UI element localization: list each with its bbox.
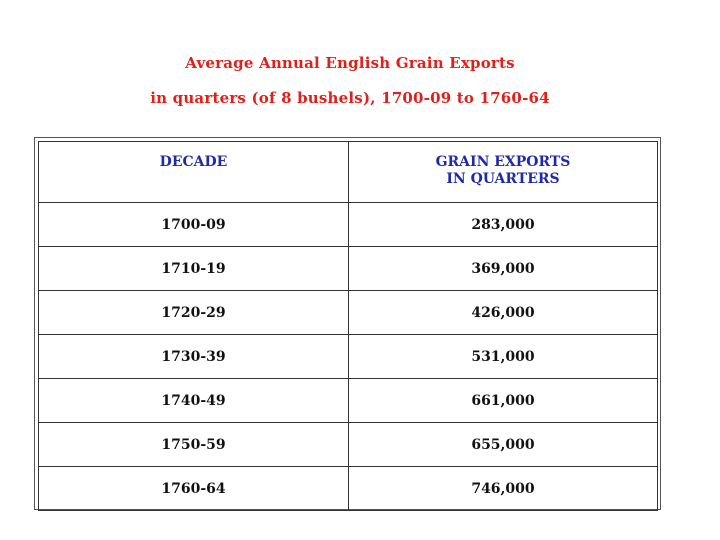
- exports-cell: 655,000: [349, 423, 658, 467]
- exports-table-frame: [34, 137, 661, 510]
- decade-cell: 1760-64: [39, 467, 349, 511]
- table-row: [39, 247, 658, 291]
- header-grain-exports: [349, 142, 658, 203]
- exports-cell: 746,000: [349, 467, 658, 511]
- table-header-row: [39, 142, 658, 203]
- exports-cell: 426,000: [349, 291, 658, 335]
- exports-cell: 661,000: [349, 379, 658, 423]
- decade-cell: 1750-59: [39, 423, 349, 467]
- exports-cell: 369,000: [349, 247, 658, 291]
- table-row: [39, 423, 658, 467]
- table-row: [39, 335, 658, 379]
- decade-cell: 1740-49: [39, 379, 349, 423]
- table-row: [39, 379, 658, 423]
- decade-cell: 1700-09: [39, 203, 349, 247]
- exports-table: [38, 141, 658, 511]
- title-line-2: in quarters (of 8 bushels), 1700-09 to 1760-64: [150, 89, 550, 107]
- header-grain-exports-line2: IN QUARTERS: [446, 171, 560, 187]
- decade-cell: 1710-19: [39, 247, 349, 291]
- exports-cell: 283,000: [349, 203, 658, 247]
- exports-cell: 531,000: [349, 335, 658, 379]
- title-line-1: Average Annual English Grain Exports: [185, 54, 515, 72]
- decade-cell: 1720-29: [39, 291, 349, 335]
- table-row: [39, 291, 658, 335]
- header-grain-exports-line1: GRAIN EXPORTS: [435, 154, 571, 170]
- header-decade: DECADE: [39, 142, 349, 203]
- table-row: [39, 467, 658, 511]
- decade-cell: 1730-39: [39, 335, 349, 379]
- table-row: [39, 203, 658, 247]
